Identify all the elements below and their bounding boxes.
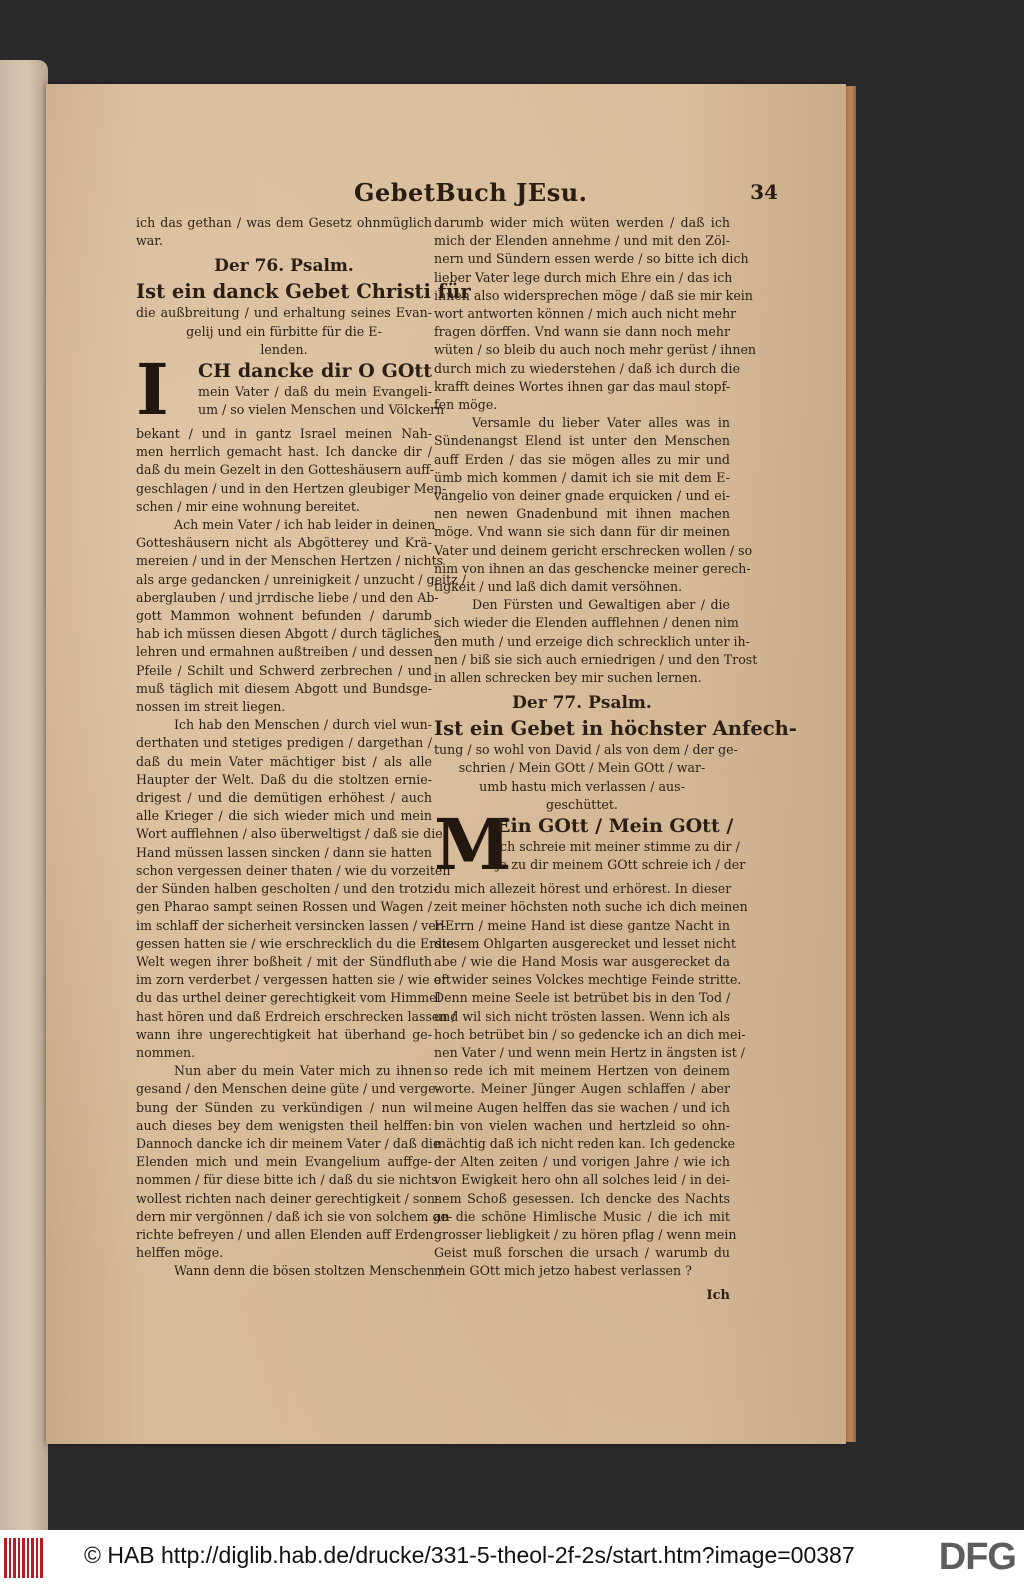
text-line: den muth / und erzeige dich schrecklich unter ih- — [434, 633, 750, 649]
psalm-title: Ist ein Gebet in höchster Anfech- — [434, 717, 797, 741]
text-line: wollest richten nach deiner gerechtigkeit / son- — [136, 1190, 440, 1206]
page-header — [136, 178, 786, 212]
previous-leaf-edge — [0, 60, 48, 1540]
text-line: Elenden mich und mein Evangelium auffge- — [136, 1154, 432, 1170]
text-line: Vater und deinem gericht erschrecken wollen / so — [434, 542, 753, 558]
text-line: schon vergessen deiner thaten / wie du vorzeiten — [136, 862, 451, 878]
text-line: nen newen Gnadenbund mit ihnen machen — [434, 506, 730, 522]
psalm-title-line: umb hastu mich verlassen / aus- — [479, 778, 685, 794]
text-line: und wil sich nicht trösten lassen. Wenn ich als — [434, 1008, 730, 1024]
paragraph — [136, 1062, 453, 1262]
text-line: auch dieses bey dem wenigsten theil helffen: — [136, 1117, 432, 1133]
text-line: aberglauben / und jrrdische liebe / und den Ab- — [136, 589, 439, 605]
text-line: lehren und ermahnen außtreiben / und dessen — [136, 644, 433, 660]
text-line: mich der Elenden annehme / und mit den Zöl- — [434, 233, 730, 249]
text-line: wort antworten können / mich auch nicht mehr — [434, 306, 737, 322]
text-line: als arge gedancken / unreinigkeit / unzucht / geitz / — [136, 571, 467, 587]
text-line: Pfeile / Schilt und Schwerd zerbrechen / und — [136, 662, 432, 678]
right-column — [434, 214, 797, 1305]
text-line: möge. Vnd wann sie sich dann für dir meinen — [434, 524, 730, 540]
text-line: derthaten und stetiges predigen / dargethan / — [136, 735, 432, 751]
text-line: um / so vielen Menschen und Völckern — [198, 402, 445, 418]
text-line: bung der Sünden zu verkündigen / nun wil — [136, 1099, 432, 1115]
text-line: im schlaff der sicherheit versincken lassen / ver- — [136, 917, 446, 933]
text-line: ümb mich kommen / damit ich sie mit dem E- — [434, 469, 730, 485]
text-line: helffen möge. — [136, 1245, 224, 1261]
paragraph — [434, 414, 753, 596]
paragraph — [434, 880, 748, 1280]
text-line: geschlagen / und in den Hertzen gleubiger Men- — [136, 480, 447, 496]
drop-cap-initial: M — [434, 803, 512, 887]
psalm-title-line: lenden. — [260, 341, 308, 357]
text-line: nossen im streit liegen. — [136, 699, 286, 715]
text-line: vangelio von deiner gnade erquicken / und ei- — [434, 488, 730, 504]
paragraph — [136, 716, 456, 1062]
text-line: fragen dörffen. Vnd wann sie dann noch mehr — [434, 324, 730, 340]
page-number: 34 — [750, 180, 778, 204]
text-line: Versamle du lieber Vater alles was in — [472, 415, 730, 431]
text-line: Ach mein Vater / ich hab leider in deinen — [174, 517, 436, 533]
text-line: gessen hatten sie / wie erschrecklich du die Erste — [136, 935, 455, 951]
text-line: Welt wegen ihrer boßheit / mit der Sündfluth — [136, 953, 432, 969]
text-line: Dannoch dancke ich dir meinem Vater / daß die — [136, 1135, 441, 1151]
footer-attribution: © HAB http://diglib.hab.de/drucke/331-5-theol-2f-2s/start.htm?image=00387 — [84, 1542, 855, 1568]
text-line: der Alten zeiten / und vorigen Jahre / wie ich — [434, 1154, 730, 1170]
text-line: alle Krieger / die sich wieder mich und mein — [136, 808, 432, 824]
text-line: ich schreie mit meiner stimme zu dir / — [496, 839, 740, 855]
text-line: nim von ihnen an das geschencke meiner gerech- — [434, 560, 751, 576]
text-line: dern mir vergönnen / daß ich sie von solchem ge- — [136, 1208, 453, 1224]
text-line: darumb wider mich wüten werden / daß ich — [434, 215, 730, 230]
text-line: nommen. — [136, 1044, 196, 1060]
drop-cap-initial: I — [136, 348, 169, 432]
text-line: men herrlich gemacht hast. Ich dancke dir / — [136, 444, 432, 460]
text-line: der Sünden halben gescholten / und den trotzi- — [136, 881, 438, 897]
text-line: Haupter der Welt. Daß du die stoltzen ernie- — [136, 771, 432, 787]
text-line: nern und Sündern essen werde / so bitte ich dich — [434, 251, 749, 267]
running-title: GebetBuch JEsu. — [354, 178, 588, 207]
text-line: Nun aber du mein Vater mich zu ihnen — [174, 1063, 432, 1079]
text-line: richte befreyen / und allen Elenden auff Erden — [136, 1226, 434, 1242]
opening-line: CH dancke dir O GOtt — [198, 360, 432, 383]
psalm-title-line: schrien / Mein GOtt / Mein GOtt / war- — [458, 760, 706, 776]
text-line: auff Erden / das sie mögen alles zu mir und — [434, 451, 730, 467]
text-line: in allen schrecken bey mir suchen lernen. — [434, 670, 702, 686]
text-line: so rede ich mit meinem Hertzen von deinem — [434, 1063, 730, 1079]
text-line: muß täglich mit diesem Abgott und Bundsge- — [136, 680, 432, 696]
text-line: ihnen also widersprechen möge / daß sie mir kein — [434, 287, 753, 303]
dfg-logo: DFG — [938, 1536, 1016, 1578]
text-line: schen / mir eine wohnung bereitet. — [136, 498, 360, 514]
text-line: Gotteshäusern nicht als Abgötterey und Krä- — [136, 535, 432, 551]
hab-logo-icon — [4, 1538, 46, 1578]
text-line: mein GOtt mich jetzo habest verlassen ? — [434, 1263, 692, 1279]
text-line: fen möge. — [434, 397, 498, 413]
paragraph — [136, 1262, 443, 1280]
text-line: Den Fürsten und Gewaltigen aber / die — [472, 597, 730, 613]
text-line: gesand / den Menschen deine güte / und verge- — [136, 1081, 440, 1097]
text-line: grosser liebligkeit / zu hören pflag / wenn mein — [434, 1226, 737, 1242]
text-line: tigkeit / und laß dich damit versöhnen. — [434, 579, 683, 595]
text-line: hast hören und daß Erdreich erschrecken lassen / — [136, 1008, 456, 1024]
opening-line: Ein GOtt / Mein GOtt / — [496, 815, 734, 838]
paragraph — [434, 214, 757, 414]
text-line: hab ich müssen diesen Abgott / durch tägliches — [136, 626, 440, 642]
text-line: Sündenangst Elend ist unter den Menschen — [434, 433, 730, 449]
text-line: abe / wie die Hand Mosis war ausgerecket da — [434, 953, 730, 969]
text-line: diesem Ohlgarten ausgerecket und lesset nicht — [434, 935, 736, 951]
text-line: an die schöne Himlische Music / die ich mit — [434, 1208, 730, 1224]
text-line: Wann denn die bösen stoltzen Menschen / — [174, 1263, 443, 1279]
text-line: mein Vater / daß du mein Evangeli- — [198, 384, 432, 400]
text-line: sich wieder die Elenden aufflehnen / denen nim — [434, 615, 739, 631]
text-line: nommen / für diese bitte ich / daß du sie nichts — [136, 1172, 438, 1188]
text-line: du mich allezeit hörest und erhörest. In dieser — [434, 881, 732, 897]
text-line: bin von vielen wachen und hertzleid so ohn- — [434, 1117, 730, 1133]
psalm-title-line: die außbreitung / und erhaltung seines Evan- — [136, 305, 432, 321]
text-line: daß du mein Vater mächtiger bist / als alle — [136, 753, 432, 769]
text-line: nen / biß sie sich auch erniedrigen / und den Trost — [434, 651, 758, 667]
left-column — [136, 214, 471, 1281]
text-line: Geist muß forschen die ursach / warumb du — [434, 1245, 730, 1261]
psalm-title-line: gelij und ein fürbitte für die E- — [186, 323, 382, 339]
text-line: mächtig daß ich nicht reden kan. Ich gedencke — [434, 1135, 736, 1151]
text-line: durch mich zu wiederstehen / daß ich durch die — [434, 360, 741, 376]
text-line: mereien / und in der Menschen Hertzen / nichts — [136, 553, 444, 569]
text-line: von Ewigkeit hero ohn all solches leid / in dei- — [434, 1172, 730, 1188]
page-edge — [846, 86, 856, 1442]
text-line: Denn meine Seele ist betrübet bis in den Tod / — [434, 990, 731, 1006]
text-line: ja zu dir meinem GOtt schreie ich / der — [496, 857, 746, 873]
text-line: Wort aufflehnen / also überweltigst / daß sie die — [136, 826, 443, 842]
text-line: lieber Vater lege durch mich Ehre ein / das ich — [434, 269, 733, 285]
text-line: bekant / und in gantz Israel meinen Nah- — [136, 426, 432, 442]
text-line: wann ihre ungerechtigkeit hat überhand ge- — [136, 1026, 432, 1042]
text-line: du das urthel deiner gerechtigkeit vom Himmel — [136, 990, 441, 1006]
psalm-heading: Der 77. Psalm. — [512, 693, 652, 714]
paragraph — [136, 516, 467, 716]
left-intro-text — [136, 214, 432, 250]
text-line: Ich hab den Menschen / durch viel wun- — [174, 717, 432, 733]
text-line: wüten / so bleib du auch noch mehr gerüst / ihnen — [434, 342, 757, 358]
footer-bar — [0, 1530, 1024, 1586]
text-line: nem Schoß gesessen. Ich dencke des Nachts — [434, 1190, 730, 1206]
catchword: Ich — [706, 1287, 730, 1303]
text-line: hoch betrübet bin / so gedencke ich an dich mei- — [434, 1026, 746, 1042]
text-line: gott Mammon wohnent befunden / darumb — [136, 608, 432, 624]
psalm-title: Ist ein danck Gebet Christi für — [136, 280, 471, 304]
paragraph — [136, 425, 447, 516]
text-line: Hand müssen lassen sincken / dann sie hatten — [136, 844, 432, 860]
text-line: worte. Meiner Jünger Augen schlaffen / aber — [434, 1081, 730, 1097]
text-line: meine Augen helffen das sie wachen / und ich — [434, 1099, 730, 1115]
text-line: krafft deines Wortes ihnen gar das maul stopf- — [434, 378, 731, 394]
psalm-title-line: geschüttet. — [546, 796, 618, 812]
text-line: zeit meiner höchsten noth suche ich dich meinen — [434, 899, 748, 915]
text-line: ich das gethan / was dem Gesetz ohnmüglich — [136, 215, 432, 230]
text-line: HErrn / meine Hand ist diese gantze Nacht in — [434, 917, 730, 933]
text-line: gen Pharao sampt seinen Rossen und Wagen / — [136, 899, 432, 915]
text-line: daß du mein Gezelt in den Gotteshäusern auff- — [136, 462, 434, 478]
text-line: drigest / und die demütigen erhöhest / auch — [136, 790, 432, 806]
text-line: nen Vater / und wenn mein Hertz in ängsten ist / — [434, 1044, 746, 1060]
text-line: er wider seines Volckes mechtige Feinde stritte. — [434, 972, 742, 988]
paragraph — [434, 596, 758, 687]
psalm-title-line: tung / so wohl von David / als von dem / der ge- — [434, 742, 738, 758]
text-line: im zorn verderbet / vergessen hatten sie / wie oft — [136, 972, 451, 988]
psalm-heading: Der 76. Psalm. — [214, 256, 354, 277]
text-line: war. — [136, 233, 163, 249]
